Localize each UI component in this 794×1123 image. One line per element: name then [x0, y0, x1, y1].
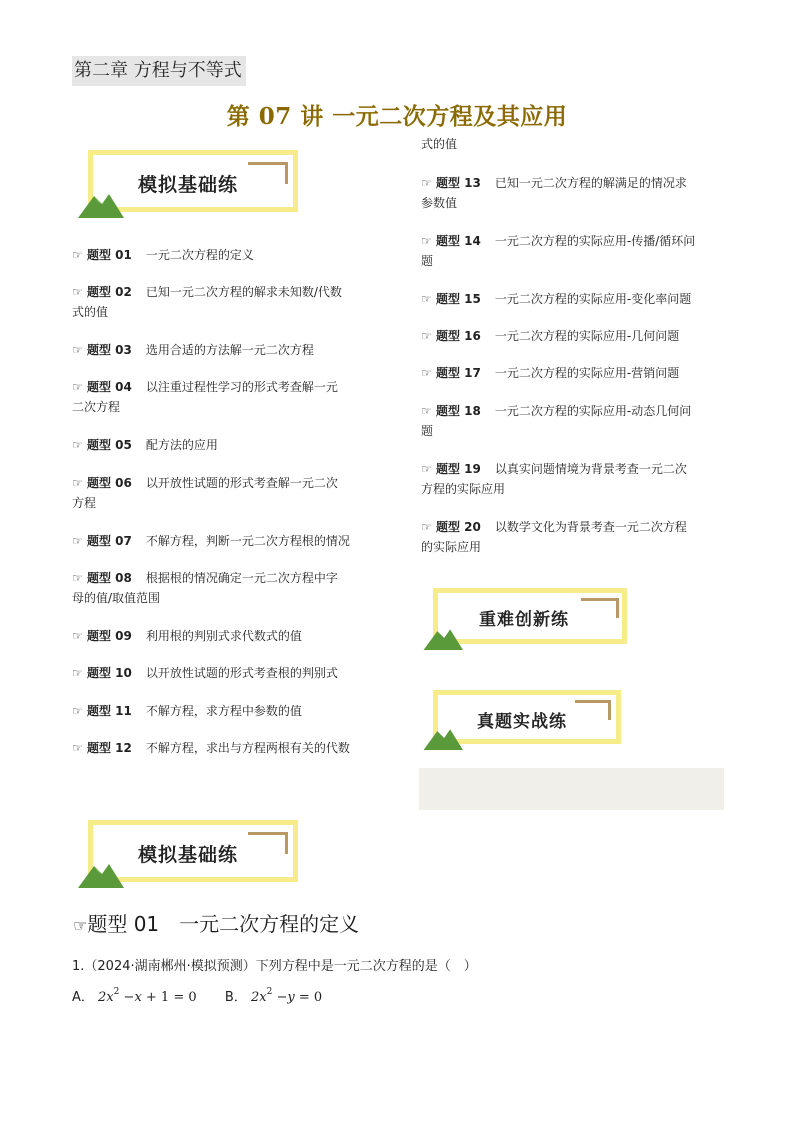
- question-1-options: [72, 986, 322, 1005]
- banner-tick: [581, 598, 619, 601]
- toc-item-05[interactable]: ☞ 题型 05 配方法的应用: [72, 435, 372, 455]
- toc-item-03[interactable]: ☞ 题型 03 选用合适的方法解一元二次方程: [72, 340, 372, 360]
- pointing-hand-icon: ☞: [72, 741, 83, 755]
- banner-label: 真题实战练: [477, 712, 567, 732]
- pointing-hand-icon: ☞: [72, 248, 83, 262]
- toc-item-11[interactable]: ☞ 题型 11 不解方程，求方程中参数的值: [72, 701, 372, 721]
- mountain-icon: [78, 860, 128, 888]
- section-heading-text: 题型 01 一元二次方程的定义: [87, 912, 360, 936]
- mountain-icon: [423, 626, 467, 650]
- option-b[interactable]: B． $2x^2 -y = 0$: [224, 987, 323, 1005]
- banner-label: 模拟基础练: [138, 844, 239, 866]
- pointing-hand-icon: ☞: [72, 438, 83, 452]
- pointing-hand-icon: ☞: [72, 285, 83, 299]
- toc-item-19[interactable]: ☞ 题型 19 以真实问题情境为背景考查一元二次 方程的实际应用: [421, 459, 721, 499]
- pointing-hand-icon: ☞: [421, 366, 432, 380]
- pointing-hand-icon: ☞: [421, 292, 432, 306]
- title-rest: 讲 一元二次方程及其应用: [300, 104, 568, 130]
- toc-item-14[interactable]: ☞ 题型 14 一元二次方程的实际应用-传播/循环问 题: [421, 231, 726, 271]
- pointing-hand-icon: ☞: [73, 916, 88, 935]
- toc-item-18[interactable]: ☞ 题型 18 一元二次方程的实际应用-动态几何问 题: [421, 401, 726, 441]
- toc-item-04[interactable]: ☞ 题型 04 以注重过程性学习的形式考查解一元 二次方程: [72, 377, 372, 417]
- pointing-hand-icon: ☞: [72, 534, 83, 548]
- banner-tick: [285, 832, 288, 854]
- pointing-hand-icon: ☞: [72, 343, 83, 357]
- toc-item-15[interactable]: ☞ 题型 15 一元二次方程的实际应用-变化率问题: [421, 289, 726, 309]
- pointing-hand-icon: ☞: [421, 404, 432, 418]
- toc-item-06[interactable]: ☞ 题型 06 以开放性试题的形式考查解一元二次 方程: [72, 473, 372, 513]
- toc-item-17[interactable]: ☞ 题型 17 一元二次方程的实际应用-营销问题: [421, 363, 726, 383]
- banner-basic-bottom: [78, 820, 300, 890]
- toc-item-10[interactable]: ☞ 题型 10 以开放性试题的形式考查根的判别式: [72, 663, 382, 683]
- banner-tick: [616, 598, 619, 618]
- pointing-hand-icon: ☞: [421, 329, 432, 343]
- banner-tick: [285, 162, 288, 184]
- banner-basic-top: [78, 150, 300, 220]
- page-title: [0, 98, 794, 131]
- toc-item-16[interactable]: ☞ 题型 16 一元二次方程的实际应用-几何问题: [421, 326, 726, 346]
- pointing-hand-icon: ☞: [72, 380, 83, 394]
- pointing-hand-icon: ☞: [72, 704, 83, 718]
- pointing-hand-icon: ☞: [72, 476, 83, 490]
- banner-tick: [608, 700, 611, 720]
- toc-item-01[interactable]: ☞ 题型 01 一元二次方程的定义: [72, 245, 372, 265]
- title-number: 07: [258, 103, 292, 130]
- pointing-hand-icon: ☞: [421, 234, 432, 248]
- banner-label: 重难创新练: [479, 610, 569, 630]
- shaded-box: [419, 768, 724, 810]
- question-1: 1.（2024·湖南郴州·模拟预测）下列方程中是一元二次方程的是（ ）: [72, 959, 477, 974]
- banner-tick: [248, 162, 288, 165]
- pointing-hand-icon: ☞: [421, 520, 432, 534]
- banner-tick: [575, 700, 611, 703]
- pointing-hand-icon: ☞: [72, 571, 83, 585]
- toc-item-09[interactable]: ☞ 题型 09 利用根的判别式求代数式的值: [72, 626, 372, 646]
- banner-tick: [248, 832, 288, 835]
- toc-item-20[interactable]: ☞ 题型 20 以数学文化为背景考查一元二次方程 的实际应用: [421, 517, 721, 557]
- section-heading: [73, 908, 359, 937]
- option-a[interactable]: A． $2x^2 -x + 1 = 0$: [72, 987, 197, 1005]
- mountain-icon: [78, 190, 128, 218]
- pointing-hand-icon: ☞: [421, 462, 432, 476]
- toc-item-12-continued: 式的值: [421, 137, 458, 151]
- banner-hard: [423, 588, 629, 650]
- pointing-hand-icon: ☞: [72, 666, 83, 680]
- toc-item-12[interactable]: ☞ 题型 12 不解方程，求出与方程两根有关的代数: [72, 738, 387, 758]
- banner-real: [423, 690, 623, 752]
- toc-item-02[interactable]: ☞ 题型 02 已知一元二次方程的解求未知数/代数 式的值: [72, 282, 372, 322]
- toc-item-08[interactable]: ☞ 题型 08 根据根的情况确定一元二次方程中字 母的值/取值范围: [72, 568, 372, 608]
- chapter-label: 第二章 方程与不等式: [72, 56, 246, 86]
- pointing-hand-icon: ☞: [421, 176, 432, 190]
- toc-item-13[interactable]: ☞ 题型 13 已知一元二次方程的解满足的情况求 参数值: [421, 173, 721, 213]
- pointing-hand-icon: ☞: [72, 629, 83, 643]
- toc-item-07[interactable]: ☞ 题型 07 不解方程，判断一元二次方程根的情况: [72, 531, 382, 551]
- title-prefix: 第: [226, 104, 251, 130]
- mountain-icon: [423, 726, 467, 750]
- banner-label: 模拟基础练: [138, 174, 239, 196]
